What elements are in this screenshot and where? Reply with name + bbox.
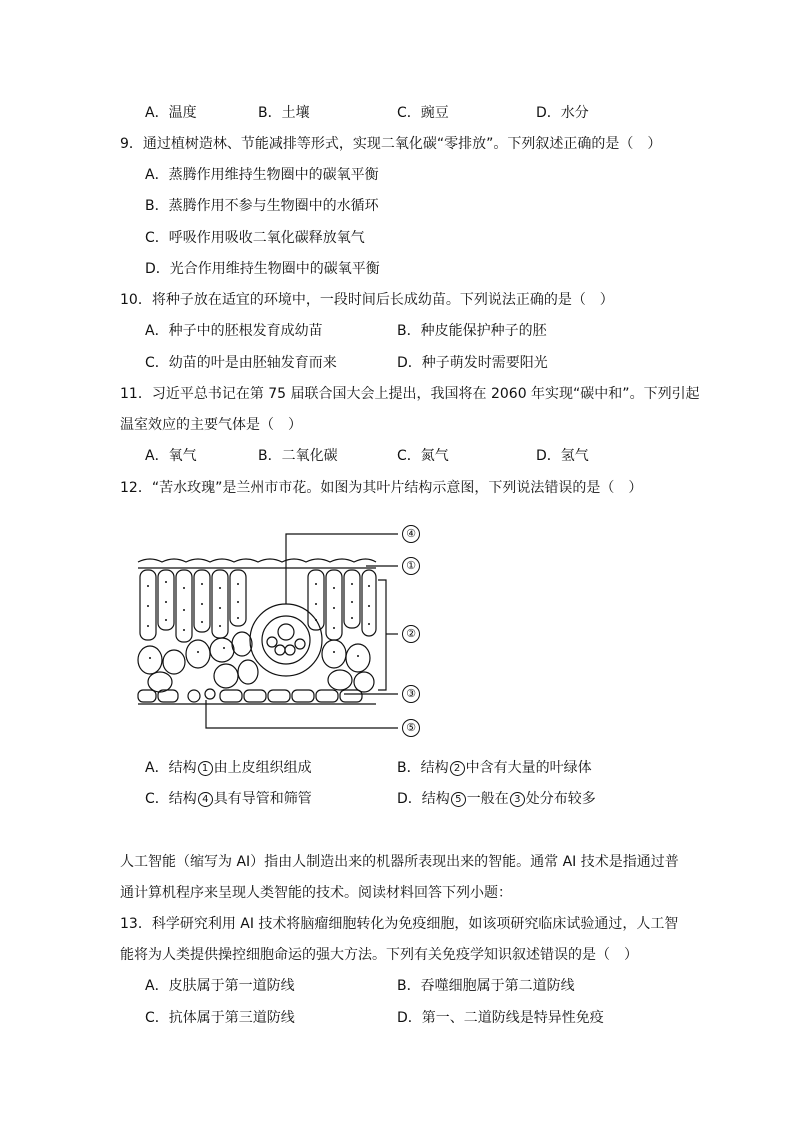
structure-number: 4 xyxy=(198,792,213,807)
figure-label-1: ① xyxy=(402,557,420,575)
q9-stem: 9．通过植树造林、节能减排等形式，实现二氧化碳“零排放”。下列叙述正确的是（ ） xyxy=(120,136,662,152)
figure-label-5: ⑤ xyxy=(402,719,420,737)
q13-option-b: B．吞噬细胞属于第二道防线 xyxy=(397,978,575,994)
q11-stem-line1: 11．习近平总书记在第 75 届联合国大会上提出，我国将在 2060 年实现“碳中和”。下列引起 xyxy=(120,386,700,402)
figure-label-2: ② xyxy=(402,625,420,643)
figure-label-3: ③ xyxy=(402,685,420,703)
structure-number: 5 xyxy=(451,792,466,807)
q12-option-d xyxy=(397,789,596,809)
leaf-diagram xyxy=(130,522,430,742)
q12-option-a-suffix: 由上皮组织组成 xyxy=(213,760,312,776)
q10-stem: 10．将种子放在适宜的环境中，一段时间后长成幼苗。下列说法正确的是（ ） xyxy=(120,292,614,308)
q13-option-a: A．皮肤属于第一道防线 xyxy=(145,978,295,994)
q10-option-a: A．种子中的胚根发育成幼苗 xyxy=(145,323,323,339)
structure-number: 2 xyxy=(450,761,465,776)
figure-label-4: ④ xyxy=(402,525,420,543)
structure-number: 3 xyxy=(510,792,525,807)
q13-stem-line1: 13．科学研究利用 AI 技术将脑瘤细胞转化为免疫细胞，如该项研究临床试验通过，人工智 xyxy=(120,916,679,932)
q12-option-c xyxy=(145,789,312,809)
q8-option-a: A．温度 xyxy=(145,105,197,121)
q12-option-d-suffix: 处分布较多 xyxy=(525,791,596,807)
q12-stem: 12．“苦水玫瑰”是兰州市市花。如图为其叶片结构示意图，下列说法错误的是（ ） xyxy=(120,480,643,496)
q9-option-c: C．呼吸作用吸收二氧化碳释放氧气 xyxy=(145,230,365,246)
q11-option-d: D．氢气 xyxy=(536,448,589,464)
q11-option-a: A．氧气 xyxy=(145,448,197,464)
q9-option-b: B．蒸腾作用不参与生物圈中的水循环 xyxy=(145,198,379,214)
leaf-structure-figure xyxy=(130,522,430,742)
material-line-2: 通计算机程序来呈现人类智能的技术。阅读材料回答下列小题： xyxy=(120,885,512,901)
q12-option-b-suffix: 中含有大量的叶绿体 xyxy=(465,760,592,776)
q11-option-b: B．二氧化碳 xyxy=(258,448,338,464)
q12-option-d-mid: 一般在 xyxy=(466,791,509,807)
q9-option-d: D．光合作用维持生物圈中的碳氧平衡 xyxy=(145,261,380,277)
q11-option-c: C．氮气 xyxy=(397,448,449,464)
q10-option-c: C．幼苗的叶是由胚轴发育而来 xyxy=(145,355,337,371)
material-line-1: 人工智能（缩写为 AI）指由人制造出来的机器所表现出来的智能。通常 AI 技术是指通过普 xyxy=(120,854,679,870)
q8-option-b: B．土壤 xyxy=(258,105,310,121)
q12-option-c-prefix: C．结构 xyxy=(145,791,197,807)
q9-option-a: A．蒸腾作用维持生物圈中的碳氧平衡 xyxy=(145,167,379,183)
q12-option-c-suffix: 具有导管和筛管 xyxy=(213,791,312,807)
q12-option-b-prefix: B．结构 xyxy=(397,760,449,776)
q13-stem-line2: 能将为人类提供操控细胞命运的强大方法。下列有关免疫学知识叙述错误的是（ ） xyxy=(120,947,638,963)
q12-option-d-prefix: D．结构 xyxy=(397,791,450,807)
q12-option-a xyxy=(145,758,312,778)
structure-number: 1 xyxy=(198,761,213,776)
q10-option-b: B．种皮能保护种子的胚 xyxy=(397,323,547,339)
q12-option-b xyxy=(397,758,592,778)
q13-option-c: C．抗体属于第三道防线 xyxy=(145,1010,295,1026)
q10-option-d: D．种子萌发时需要阳光 xyxy=(397,355,548,371)
q13-option-d: D．第一、二道防线是特异性免疫 xyxy=(397,1010,604,1026)
q8-option-c: C．豌豆 xyxy=(397,105,449,121)
q11-stem-line2: 温室效应的主要气体是（ ） xyxy=(120,417,302,433)
q12-option-a-prefix: A．结构 xyxy=(145,760,197,776)
q8-option-d: D．水分 xyxy=(536,105,589,121)
